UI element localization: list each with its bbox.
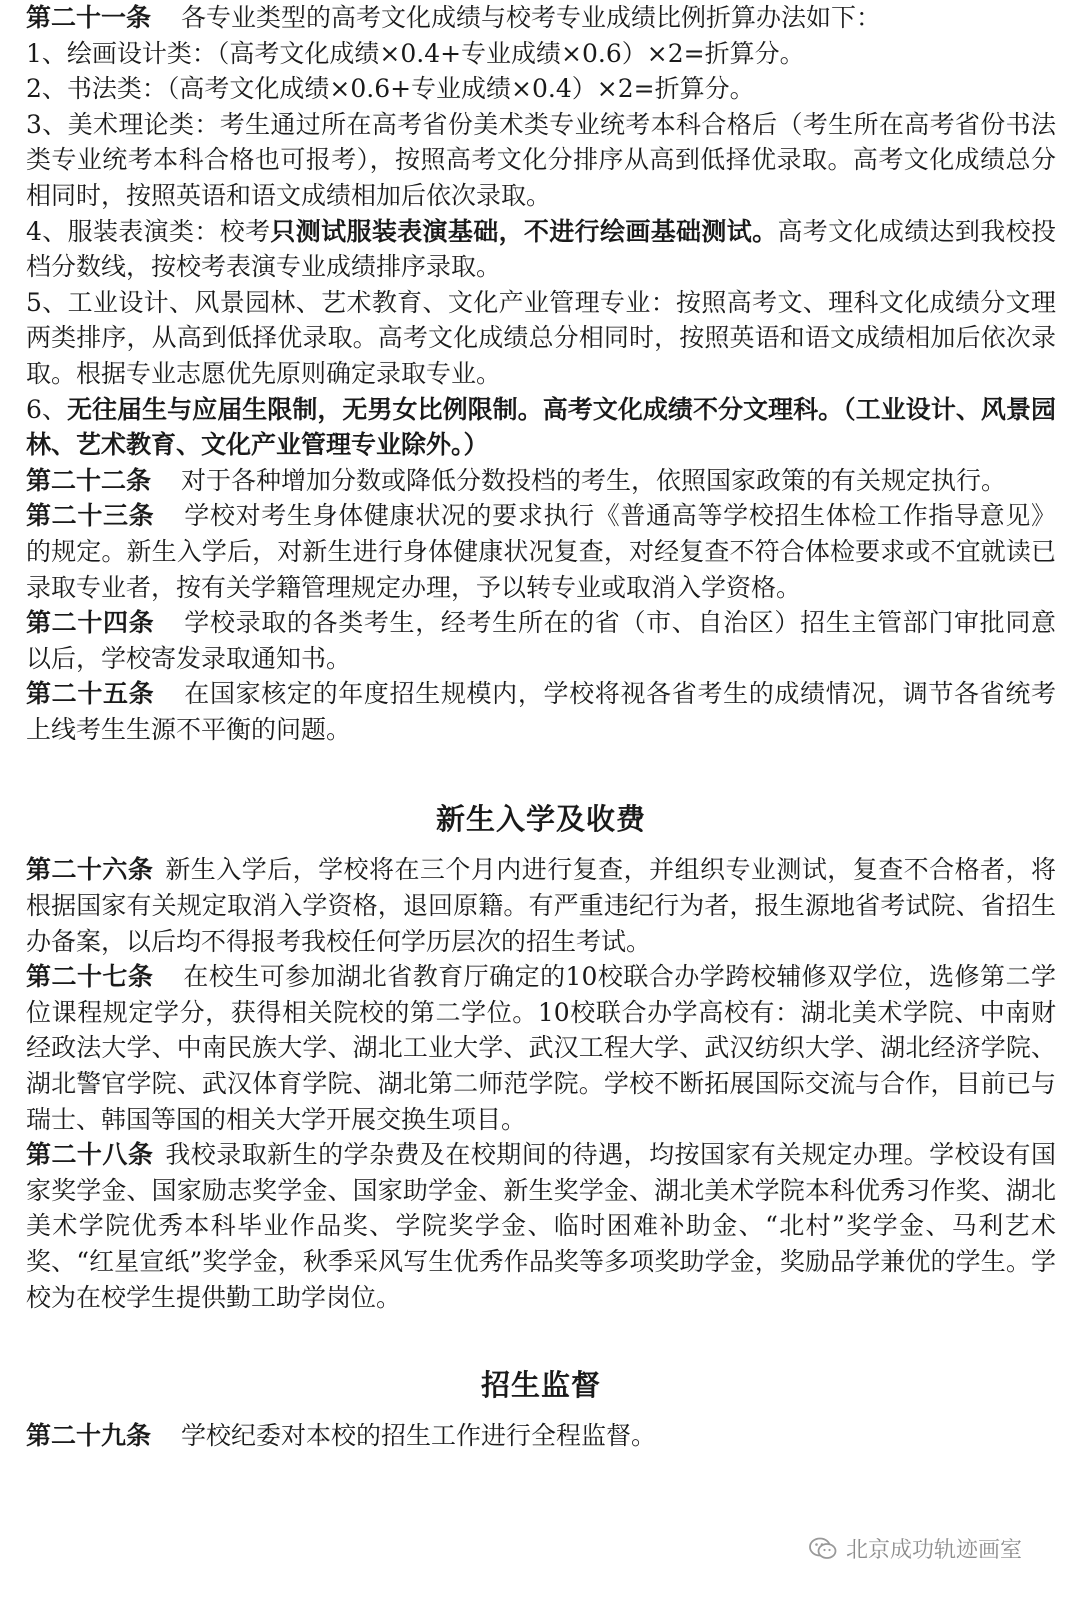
article-text: 在校生可参加湖北省教育厅确定的10校联合办学跨校辅修双学位，选修第二学位课程规定学分，获得相关院校的第二学位。10校联合办学高校有：湖北美术学院、中南财经政法大学、中南民族大学、湖北工业大学、武汉工程大学、武汉纺织大学、湖北经济学院、湖北警官学院、武汉体育学院、湖北第二师范学院。学校不断拓展国际交流与合作，目前已与瑞士、韩国等国的相关大学开展交换生项目。 [26,962,1056,1134]
article-text: 我校录取新生的学杂费及在校期间的待遇，均按国家有关规定办理。学校设有国家奖学金、国家励志奖学金、国家助学金、新生奖学金、湖北美术学院本科优秀习作奖、湖北美术学院优秀本科毕业作品奖、学院奖学金、临时困难补助金、“北村”奖学金、马利艺术奖、“红星宣纸”奖学金，秋季采风写生优秀作品奖等多项奖助学金，奖励品学兼优的学生。学校为在校学生提供勤工助学岗位。 [26,1140,1056,1312]
list-item: 5、工业设计、风景园林、艺术教育、文化产业管理专业：按照高考文、理科文化成绩分文理两类排序，从高到低择优录取。高考文化成绩总分相同时，按照英语和语文成绩相加后依次录取。根据专业志愿优先原则确定录取专业。 [26,287,1056,388]
item-text: 4、服装表演类：校考 [26,216,271,246]
article-label: 第二十三条 [26,501,155,531]
article-23 [26,498,1056,605]
article-22 [26,463,1056,499]
article-28 [26,1137,1056,1315]
article-text: 在国家核定的年度招生规模内，学校将视各省考生的成绩情况，调节各省统考上线考生生源不平衡的问题。 [26,679,1056,744]
item-text: 高考文化成绩达到我校投档分数线，按校考表演专业成绩排序录取。 [26,216,1056,282]
article-21 [26,0,1056,36]
article-25 [26,676,1056,747]
article-label: 第二十五条 [26,679,155,709]
list-item [26,214,1056,285]
item-text: 6、 [26,394,67,424]
item-emphasis: 无往届生与应届生限制，无男女比例限制。高考文化成绩不分文理科。（工业设计、风景园林、艺术教育、文化产业管理专业除外。） [26,394,1056,460]
article-label: 第二十一条 [26,3,152,32]
section-heading-enrollment: 新生入学及收费 [435,802,646,837]
list-item [26,392,1056,463]
article-label: 第二十八条 [26,1140,154,1170]
watermark-text: 北京成功轨迹画室 [845,1538,1022,1563]
article-27 [26,959,1056,1137]
article-label: 第二十七条 [26,962,154,992]
list-item: 2、书法类：（高考文化成绩×0.6+专业成绩×0.4）×2=折算分。 [26,74,755,104]
article-text: 新生入学后，学校将在三个月内进行复查，并组织专业测试，复查不合格者，将根据国家有关规定取消入学资格，退回原籍。有严重违纪行为者，报生源地省考试院、省招生办备案，以后均不得报考我校任何学历层次的招生考试。 [26,855,1056,956]
article-label: 第二十四条 [26,608,155,638]
article-text: 学校对考生身体健康状况的要求执行《普通高等学校招生体检工作指导意见》的规定。新生入学后，对新生进行身体健康状况复查，对经复查不符合体检要求或不宜就读已录取专业者，按有关学籍管理规定办理，予以转专业或取消入学资格。 [26,501,1056,602]
article-label: 第二十六条 [26,855,154,885]
article-label: 第二十九条 [26,1421,152,1451]
article-26 [26,852,1056,959]
article-text: 学校录取的各类考生，经考生所在的省（市、自治区）招生主管部门审批同意以后，学校寄发录取通知书。 [26,608,1056,673]
document-page [26,0,1056,1454]
article-label: 第二十二条 [26,465,152,495]
item-emphasis: 只测试服装表演基础，不进行绘画基础测试。 [270,216,778,246]
list-item: 3、美术理论类：考生通过所在高考省份美术类专业统考本科合格后（考生所在高考省份书法类专业统考本科合格也可报考），按照高考文化分排序从高到低择优录取。高考文化成绩总分相同时，按照英语和语文成绩相加后依次录取。 [26,109,1056,210]
wechat-icon [808,1536,838,1562]
article-29 [26,1418,1056,1454]
section-heading-supervision: 招生监督 [480,1368,601,1403]
watermark [808,1533,1022,1564]
article-text: 学校纪委对本校的招生工作进行全程监督。 [181,1421,657,1451]
article-text: 各专业类型的高考文化成绩与校考专业成绩比例折算办法如下： [181,3,882,32]
article-text: 对于各种增加分数或降低分数投档的考生，依照国家政策的有关规定执行。 [181,465,1007,495]
list-item: 1、绘画设计类：（高考文化成绩×0.4+专业成绩×0.6）×2=折算分。 [26,38,805,68]
article-24 [26,605,1056,676]
